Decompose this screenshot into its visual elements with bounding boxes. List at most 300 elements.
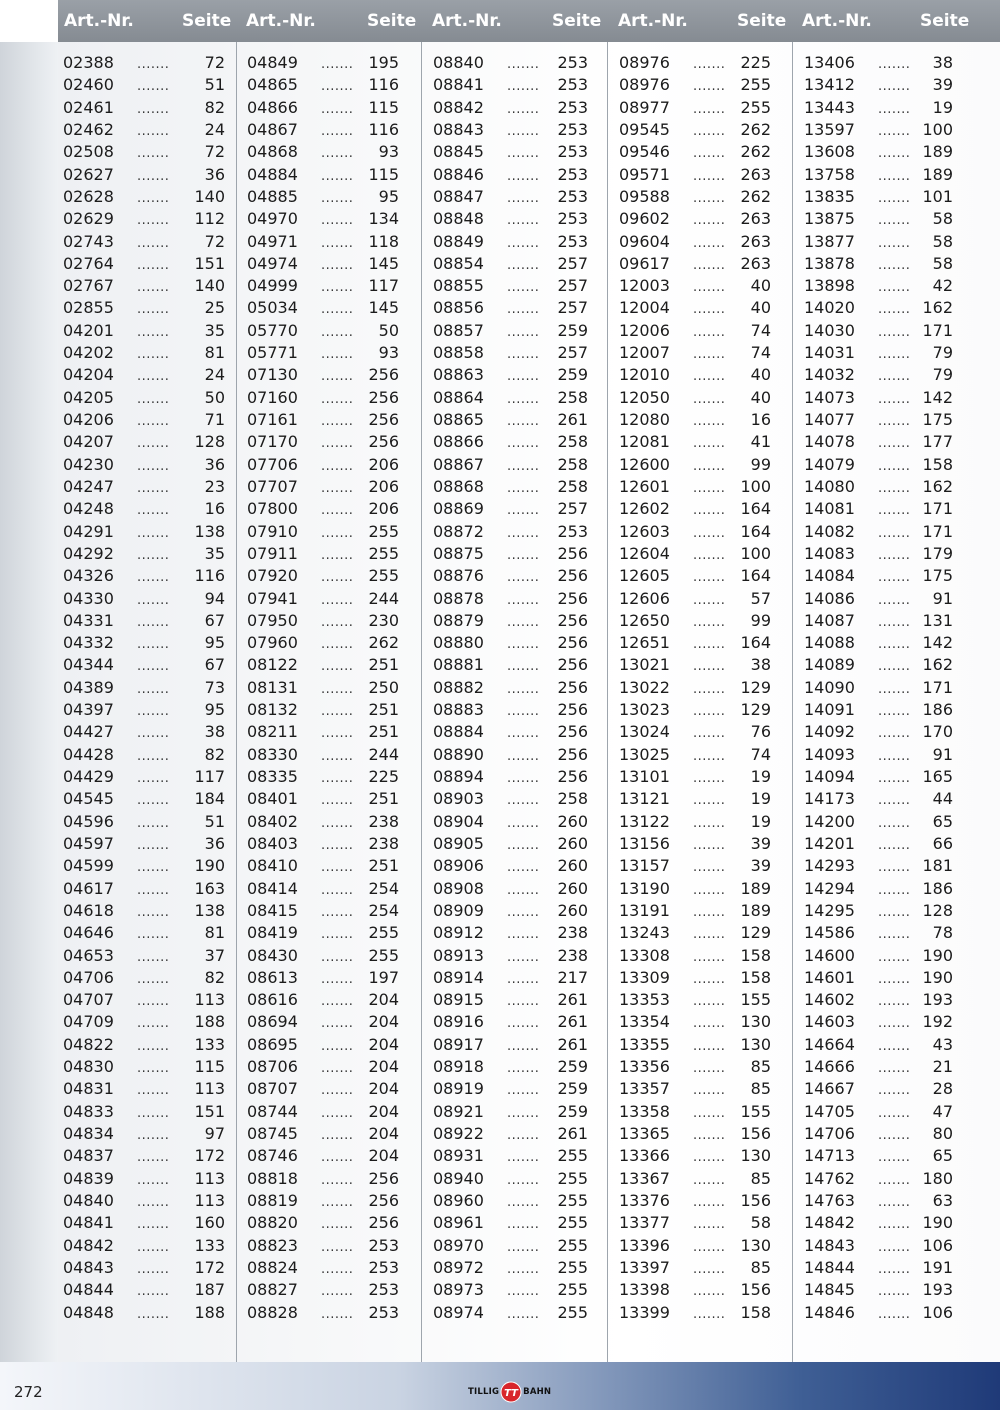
article-number: 08746 [247, 1146, 298, 1166]
article-number: 14600 [804, 945, 855, 965]
article-number: 08884 [433, 722, 484, 742]
page-reference: 74 [750, 343, 771, 363]
leader-dots: ....... [137, 748, 170, 764]
leader-dots: ....... [878, 347, 911, 363]
leader-dots: ....... [693, 1038, 726, 1054]
leader-dots: ....... [693, 927, 726, 943]
leader-dots: ....... [321, 235, 354, 251]
article-number: 04844 [63, 1280, 114, 1300]
index-row [63, 431, 225, 453]
page-reference: 44 [932, 789, 953, 809]
index-row [247, 186, 399, 208]
page-reference: 38 [932, 53, 953, 72]
article-number: 02461 [63, 97, 114, 117]
article-number: 14088 [804, 633, 855, 653]
leader-dots: ....... [321, 1128, 354, 1143]
page-reference: 67 [204, 610, 225, 630]
page-reference: 177 [922, 432, 953, 452]
article-number: 14089 [804, 655, 855, 675]
leader-dots: ....... [693, 1284, 726, 1300]
page-reference: 91 [932, 744, 953, 764]
page-reference: 256 [557, 722, 588, 742]
index-row [247, 677, 399, 699]
index-row [804, 744, 953, 766]
leader-dots: ....... [321, 1239, 354, 1255]
page-reference: 28 [932, 1079, 953, 1099]
page-reference: 82 [204, 967, 225, 987]
page-reference: 145 [368, 253, 399, 273]
article-number: 12006 [619, 320, 670, 340]
index-row [63, 833, 225, 855]
index-row [63, 97, 225, 119]
index-row [63, 342, 225, 364]
page-reference: 253 [557, 164, 588, 184]
leader-dots: ....... [137, 190, 170, 206]
page-reference: 263 [740, 253, 771, 273]
page-reference: 256 [557, 566, 588, 586]
index-row [433, 922, 588, 944]
leader-dots: ....... [321, 1306, 354, 1322]
index-row [63, 811, 225, 833]
page-reference: 158 [740, 1302, 771, 1322]
index-row [804, 364, 953, 386]
index-row [804, 699, 953, 721]
index-row [433, 588, 588, 610]
page-reference: 158 [740, 967, 771, 987]
page-reference: 164 [740, 633, 771, 653]
leader-dots: ....... [878, 882, 911, 898]
page-reference: 254 [368, 878, 399, 898]
page-reference: 255 [368, 543, 399, 563]
leader-dots: ....... [878, 257, 911, 273]
header-seite-2: Seite [367, 11, 417, 31]
article-number: 14586 [804, 923, 855, 943]
index-row [63, 721, 225, 743]
article-number: 13021 [619, 655, 670, 675]
index-row [247, 320, 399, 342]
index-column-2 [247, 52, 399, 1324]
leader-dots: ....... [137, 436, 170, 452]
index-row [247, 543, 399, 565]
article-number: 14601 [804, 967, 855, 987]
index-row [247, 1056, 399, 1078]
column-divider [607, 42, 608, 1362]
leader-dots: ....... [507, 1083, 540, 1099]
index-row [63, 945, 225, 967]
index-row [804, 766, 953, 788]
page-reference: 186 [922, 878, 953, 898]
logo-text-right: BAHN [523, 1387, 552, 1397]
article-number: 08132 [247, 700, 298, 720]
index-row [804, 1123, 953, 1145]
page-reference: 204 [368, 1124, 399, 1143]
page-reference: 16 [750, 410, 771, 429]
page-reference: 259 [557, 1079, 588, 1099]
index-row [247, 833, 399, 855]
article-number: 12603 [619, 521, 670, 541]
index-row [619, 141, 771, 163]
article-number: 14763 [804, 1190, 855, 1210]
index-row [804, 275, 953, 297]
page-reference: 256 [557, 610, 588, 630]
leader-dots: ....... [507, 391, 540, 407]
article-number: 04331 [63, 610, 114, 630]
index-row [619, 387, 771, 409]
index-row [804, 1168, 953, 1190]
leader-dots: ....... [878, 1239, 911, 1255]
article-number: 14087 [804, 610, 855, 630]
page-reference: 225 [368, 767, 399, 786]
article-number: 04205 [63, 387, 114, 407]
page-reference: 255 [740, 97, 771, 117]
article-number: 14086 [804, 588, 855, 608]
index-row [619, 989, 771, 1011]
page-reference: 128 [922, 900, 953, 920]
article-number: 08917 [433, 1034, 484, 1054]
index-row [619, 967, 771, 989]
page-reference: 255 [557, 1302, 588, 1322]
index-row [804, 833, 953, 855]
leader-dots: ....... [321, 57, 354, 72]
article-number: 08866 [433, 432, 484, 452]
page-reference: 155 [740, 990, 771, 1010]
page-reference: 261 [557, 1012, 588, 1032]
leader-dots: ....... [321, 391, 354, 407]
article-number: 02629 [63, 209, 114, 229]
leader-dots: ....... [878, 324, 911, 340]
article-number: 08909 [433, 900, 484, 920]
index-row [247, 275, 399, 297]
page-reference: 238 [557, 945, 588, 965]
index-row [247, 1078, 399, 1100]
index-row [247, 454, 399, 476]
article-number: 08922 [433, 1124, 484, 1143]
article-number: 04206 [63, 410, 114, 429]
leader-dots: ....... [507, 927, 540, 943]
page-reference: 113 [194, 1079, 225, 1099]
index-row [804, 431, 953, 453]
page-reference: 25 [204, 298, 225, 318]
header-art-nr-2: Art.-Nr. [246, 11, 316, 31]
leader-dots: ....... [693, 949, 726, 965]
index-row [247, 164, 399, 186]
leader-dots: ....... [693, 257, 726, 273]
index-row [804, 610, 953, 632]
page-reference: 164 [740, 566, 771, 586]
index-row [619, 1011, 771, 1033]
article-number: 07910 [247, 521, 298, 541]
article-number: 04974 [247, 253, 298, 273]
page-reference: 253 [557, 119, 588, 139]
leader-dots: ....... [321, 637, 354, 653]
leader-dots: ....... [321, 771, 354, 786]
page-reference: 184 [194, 789, 225, 809]
article-number: 08878 [433, 588, 484, 608]
index-row [63, 1011, 225, 1033]
logo-mark-text: TT [504, 1388, 519, 1399]
article-number: 04545 [63, 789, 114, 809]
index-row [804, 342, 953, 364]
page-reference: 260 [557, 878, 588, 898]
article-number: 12080 [619, 410, 670, 429]
leader-dots: ....... [137, 949, 170, 965]
article-number: 08974 [433, 1302, 484, 1322]
article-number: 04840 [63, 1190, 114, 1210]
article-number: 12007 [619, 343, 670, 363]
article-number: 04865 [247, 75, 298, 95]
index-row [619, 1168, 771, 1190]
article-number: 07161 [247, 410, 298, 429]
index-column-3 [433, 52, 588, 1324]
page-reference: 191 [922, 1257, 953, 1277]
article-number: 04868 [247, 142, 298, 162]
index-row [619, 1257, 771, 1279]
index-row [619, 342, 771, 364]
index-row [619, 364, 771, 386]
index-row [804, 186, 953, 208]
page-reference: 175 [922, 410, 953, 429]
leader-dots: ....... [137, 1016, 170, 1032]
leader-dots: ....... [693, 860, 726, 876]
leader-dots: ....... [878, 927, 911, 943]
leader-dots: ....... [507, 971, 540, 987]
index-row [63, 409, 225, 431]
page-reference: 19 [932, 97, 953, 117]
page-reference: 204 [368, 1034, 399, 1054]
index-column-4 [619, 52, 771, 1324]
index-row [63, 208, 225, 230]
index-row [247, 1123, 399, 1145]
leader-dots: ....... [321, 525, 354, 541]
leader-dots: ....... [507, 882, 540, 898]
tillig-bahn-logo [468, 1381, 551, 1403]
page-reference: 238 [557, 923, 588, 943]
leader-dots: ....... [137, 904, 170, 920]
leader-dots: ....... [878, 726, 911, 742]
article-number: 02460 [63, 75, 114, 95]
leader-dots: ....... [693, 525, 726, 541]
page-reference: 19 [750, 789, 771, 809]
article-number: 04970 [247, 209, 298, 229]
index-row [63, 297, 225, 319]
leader-dots: ....... [878, 1083, 911, 1099]
index-row [247, 1101, 399, 1123]
leader-dots: ....... [507, 793, 540, 809]
index-row [804, 588, 953, 610]
index-row [63, 878, 225, 900]
article-number: 14667 [804, 1079, 855, 1099]
index-row [433, 699, 588, 721]
leader-dots: ....... [693, 458, 726, 474]
page-reference: 255 [557, 1190, 588, 1210]
page-reference: 142 [922, 633, 953, 653]
page-reference: 225 [740, 53, 771, 72]
leader-dots: ....... [137, 57, 170, 72]
index-row [63, 677, 225, 699]
page-reference: 175 [922, 566, 953, 586]
index-row [619, 677, 771, 699]
leader-dots: ....... [693, 391, 726, 407]
index-row [247, 231, 399, 253]
article-number: 13024 [619, 722, 670, 742]
article-number: 08840 [433, 53, 484, 72]
page-reference: 106 [922, 1302, 953, 1322]
index-row [247, 1190, 399, 1212]
article-number: 13243 [619, 923, 670, 943]
page-reference: 253 [368, 1235, 399, 1255]
index-row [247, 498, 399, 520]
page-reference: 261 [557, 410, 588, 429]
index-row [433, 654, 588, 676]
article-number: 04599 [63, 856, 114, 876]
page-reference: 186 [922, 700, 953, 720]
article-number: 02627 [63, 164, 114, 184]
leader-dots: ....... [507, 748, 540, 764]
page-reference: 160 [194, 1213, 225, 1233]
index-row [619, 1078, 771, 1100]
leader-dots: ....... [507, 815, 540, 831]
article-number: 13758 [804, 164, 855, 184]
article-number: 05771 [247, 343, 298, 363]
page-reference: 255 [368, 521, 399, 541]
index-row [619, 498, 771, 520]
page-reference: 257 [557, 253, 588, 273]
article-number: 08745 [247, 1124, 298, 1143]
article-number: 08868 [433, 476, 484, 496]
leader-dots: ....... [137, 971, 170, 987]
index-row [247, 1145, 399, 1167]
page-reference: 19 [750, 811, 771, 831]
article-number: 08335 [247, 767, 298, 786]
index-row [619, 74, 771, 96]
leader-dots: ....... [878, 637, 911, 653]
page-reference: 164 [740, 499, 771, 519]
page-reference: 244 [368, 588, 399, 608]
page-reference: 204 [368, 1057, 399, 1077]
article-number: 13835 [804, 186, 855, 206]
index-row [433, 989, 588, 1011]
leader-dots: ....... [878, 1306, 911, 1322]
leader-dots: ....... [878, 570, 911, 586]
leader-dots: ....... [878, 659, 911, 675]
article-number: 04427 [63, 722, 114, 742]
leader-dots: ....... [878, 302, 911, 318]
leader-dots: ....... [878, 280, 911, 296]
page-reference: 129 [740, 923, 771, 943]
article-number: 04841 [63, 1213, 114, 1233]
page-reference: 95 [204, 633, 225, 653]
index-row [619, 654, 771, 676]
page-reference: 189 [922, 164, 953, 184]
page-reference: 256 [557, 767, 588, 786]
leader-dots: ....... [137, 726, 170, 742]
leader-dots: ....... [878, 1150, 911, 1166]
page-reference: 40 [750, 298, 771, 318]
index-row [247, 52, 399, 74]
page-reference: 21 [932, 1057, 953, 1077]
leader-dots: ....... [693, 994, 726, 1010]
page-reference: 81 [204, 923, 225, 943]
index-row [804, 387, 953, 409]
leader-dots: ....... [693, 882, 726, 898]
leader-dots: ....... [321, 837, 354, 853]
index-row [804, 320, 953, 342]
page-reference: 253 [557, 209, 588, 229]
page-reference: 115 [368, 97, 399, 117]
page-reference: 261 [557, 990, 588, 1010]
page-reference: 256 [368, 432, 399, 452]
page-reference: 58 [750, 1213, 771, 1233]
page-reference: 115 [194, 1057, 225, 1077]
article-number: 04397 [63, 700, 114, 720]
article-number: 08419 [247, 923, 298, 943]
article-number: 04653 [63, 945, 114, 965]
leader-dots: ....... [137, 927, 170, 943]
index-row [433, 1011, 588, 1033]
index-row [433, 498, 588, 520]
article-number: 08430 [247, 945, 298, 965]
leader-dots: ....... [878, 369, 911, 385]
page-reference: 190 [194, 856, 225, 876]
article-number: 14602 [804, 990, 855, 1010]
leader-dots: ....... [507, 1239, 540, 1255]
page-reference: 131 [922, 610, 953, 630]
leader-dots: ....... [137, 1306, 170, 1322]
page-reference: 93 [378, 343, 399, 363]
article-number: 08904 [433, 811, 484, 831]
index-row [63, 654, 225, 676]
leader-dots: ....... [321, 904, 354, 920]
index-row [433, 320, 588, 342]
index-row [433, 967, 588, 989]
article-number: 13122 [619, 811, 670, 831]
index-row [619, 208, 771, 230]
index-row [804, 1101, 953, 1123]
leader-dots: ....... [878, 949, 911, 965]
index-row [433, 387, 588, 409]
leader-dots: ....... [137, 793, 170, 809]
article-number: 08961 [433, 1213, 484, 1233]
index-row [433, 1212, 588, 1234]
leader-dots: ....... [693, 190, 726, 206]
article-number: 14295 [804, 900, 855, 920]
index-row [433, 565, 588, 587]
page-reference: 172 [194, 1257, 225, 1277]
article-number: 08976 [619, 53, 670, 72]
leader-dots: ....... [321, 347, 354, 363]
page-reference: 260 [557, 811, 588, 831]
index-row [804, 476, 953, 498]
page-reference: 165 [922, 767, 953, 786]
article-number: 07706 [247, 454, 298, 474]
article-number: 08842 [433, 97, 484, 117]
article-number: 14843 [804, 1235, 855, 1255]
index-row [433, 900, 588, 922]
article-number: 08824 [247, 1257, 298, 1277]
article-number: 04831 [63, 1079, 114, 1099]
leader-dots: ....... [878, 168, 911, 184]
page-reference: 259 [557, 1101, 588, 1121]
index-row [619, 945, 771, 967]
leader-dots: ....... [878, 1217, 911, 1233]
index-row [63, 1145, 225, 1167]
index-row [63, 52, 225, 74]
article-number: 08819 [247, 1190, 298, 1210]
index-row [619, 1235, 771, 1257]
index-row [804, 253, 953, 275]
article-number: 07941 [247, 588, 298, 608]
leader-dots: ....... [693, 592, 726, 608]
